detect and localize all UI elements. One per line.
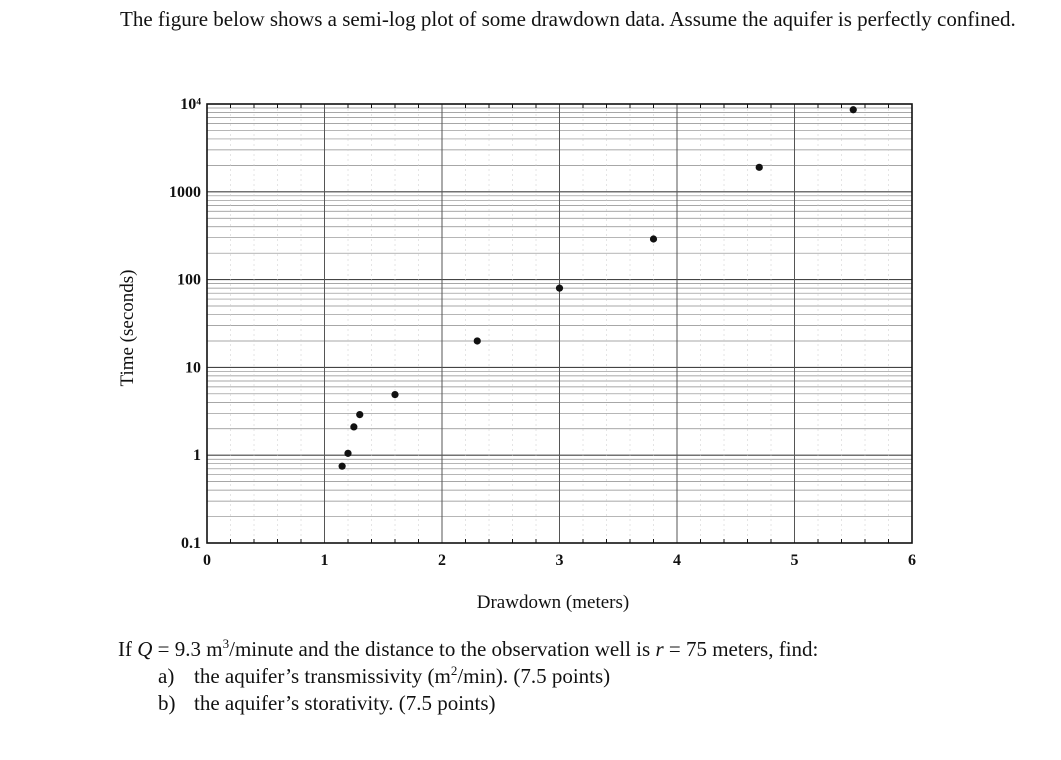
y-tick-label: 1000 [169,183,201,201]
data-point [850,106,857,113]
data-point [650,235,657,242]
question-part-b [158,690,1018,717]
q-value: = 9.3 m [152,637,223,661]
r-symbol: r [655,637,664,661]
question-prefix: If [118,637,138,661]
q-unit: /minute and the distance to the observation well is [229,637,656,661]
part-label: a) [158,664,175,688]
data-point [474,337,481,344]
x-tick-label: 5 [790,552,799,569]
y-tick-label: 10 [185,359,201,377]
question-parts [118,663,1018,717]
x-tick-label: 4 [673,552,681,569]
data-point [356,411,363,418]
data-point [350,423,357,430]
q-exponent: 3 [222,636,230,651]
part-exponent: 2 [450,663,458,678]
data-point [391,391,398,398]
x-tick-label: 1 [320,552,329,569]
axis-ticks [169,96,916,569]
data-point [556,285,563,292]
part-text-end: /min). (7.5 points) [457,664,611,688]
part-text: the aquifer’s transmissivity (m [194,664,451,688]
x-axis-label: Drawdown (meters) [476,592,630,613]
part-label: b) [158,691,176,715]
q-symbol: Q [137,637,153,661]
question-part-a [158,663,1018,690]
data-point [756,164,763,171]
intro-paragraph: The figure below shows a semi-log plot of some drawdown data. Assume the aquifer is perfectly confined. [120,7,1016,31]
data-point [339,463,346,470]
x-tick-label: 6 [908,552,916,569]
data-point [344,450,351,457]
y-tick-label: 1 [193,447,201,465]
y-tick-label: 10⁴ [180,96,201,113]
r-value: = 75 [663,637,707,661]
x-tick-label: 0 [203,552,211,569]
part-text: the aquifer’s storativity. (7.5 points) [194,691,496,715]
question-block [118,636,1018,717]
y-axis-label: Time (seconds) [117,269,138,387]
chart-grid [207,104,912,543]
question-stem [118,636,1018,663]
x-tick-label: 2 [438,552,446,569]
x-tick-label: 3 [555,552,564,569]
y-tick-label: 0.1 [181,535,201,552]
question-suffix: meters, find: [706,637,819,661]
y-tick-label: 100 [177,271,201,289]
